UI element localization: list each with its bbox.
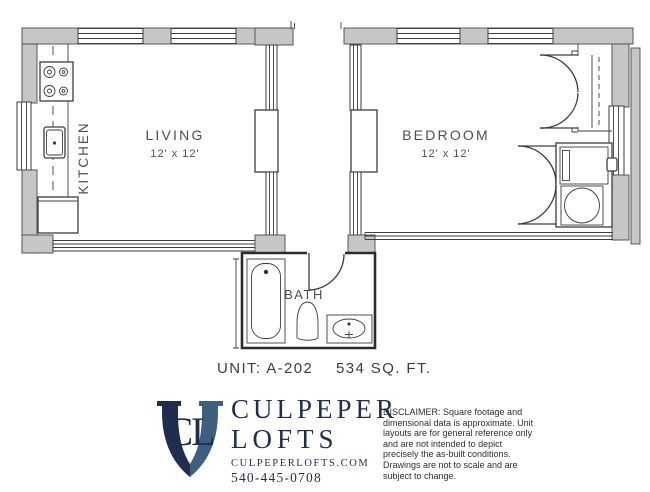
living-window-top-2: [171, 29, 236, 44]
bedroom-bath-pier: [348, 235, 375, 253]
laundry-door-swing-top: [518, 146, 556, 183]
toilet-icon: [297, 302, 318, 340]
laundry-door-swing-bottom: [518, 185, 556, 224]
stove-icon: [40, 62, 73, 101]
brand-name-line2: LOFTS: [231, 424, 339, 454]
bedroom-window-top-2: [488, 29, 553, 44]
kitchen-area: [38, 44, 91, 233]
kitchen-label: KITCHEN: [76, 121, 91, 195]
bedroom-window-left-1: [350, 45, 361, 110]
bedroom-column-bump: [351, 110, 377, 172]
living-bottom-wall: [53, 241, 256, 252]
brand-block: [231, 394, 398, 486]
square-footage: 534 SQ. FT.: [336, 360, 432, 377]
living-dims: 12' x 12': [150, 148, 200, 160]
disclaimer-text: DISCLAIMER: Square footage and dimensional data is approximate. Unit layouts are for general reference only and are not intended to depict precisely the as-built conditions. Drawings are not to scale and are subject to change.: [383, 407, 534, 481]
bath-label: BATH: [284, 287, 324, 302]
culpeper-lofts-shield-logo: [146, 396, 234, 486]
kitchen-window-left: [17, 102, 31, 170]
bathtub-icon: [247, 259, 285, 343]
bedroom-closet: [540, 44, 612, 132]
living-block: [17, 21, 295, 253]
living-top-wall: [22, 28, 293, 44]
brand-phone: 540-445-0708: [231, 470, 322, 485]
dimension-line: [233, 259, 239, 348]
brand-name-line1: CULPEPER: [231, 394, 399, 424]
right-wall-upper: [612, 44, 629, 107]
shield-cap-left: [157, 401, 181, 406]
living-right-corner: [255, 28, 293, 45]
bath-door-swing: [309, 254, 344, 290]
logo-monogram: CL: [166, 409, 214, 454]
left-wall-upper: [22, 44, 37, 103]
bedroom-label: BEDROOM: [402, 127, 490, 143]
living-window-right-2: [266, 172, 277, 235]
bedroom-window-top-1: [397, 29, 460, 44]
vanity-sink-icon: [327, 315, 372, 343]
dryer-vent: [607, 158, 617, 171]
bedroom-bottom-wall: [365, 233, 613, 240]
shield-cap-right: [199, 401, 223, 406]
closet-door-swing-top: [540, 55, 578, 92]
living-label: LIVING: [145, 127, 205, 143]
right-wall-lower: [612, 175, 629, 240]
laundry-closet: [518, 143, 617, 227]
closet-door-swing-bottom: [540, 93, 578, 128]
living-window-top-1: [78, 29, 143, 44]
exterior-wall-strip: [631, 48, 640, 244]
living-column-bump: [255, 110, 278, 172]
kitchen-base-cabinet: [38, 197, 78, 233]
bottom-left-corner-wall: [22, 235, 53, 253]
brand-website: CULPEPERLOFTS.COM: [231, 458, 370, 469]
kitchen-sink-icon: [44, 127, 65, 158]
living-bath-pier: [255, 235, 285, 253]
unit-caption-row: [0, 358, 650, 380]
bedroom-block: [341, 22, 640, 253]
living-window-right-1: [266, 45, 277, 110]
bathroom: [233, 253, 375, 348]
bedroom-window-left-2: [350, 172, 361, 235]
bedroom-dims: 12' x 12': [421, 148, 471, 160]
unit-number: UNIT: A-202: [217, 360, 314, 377]
